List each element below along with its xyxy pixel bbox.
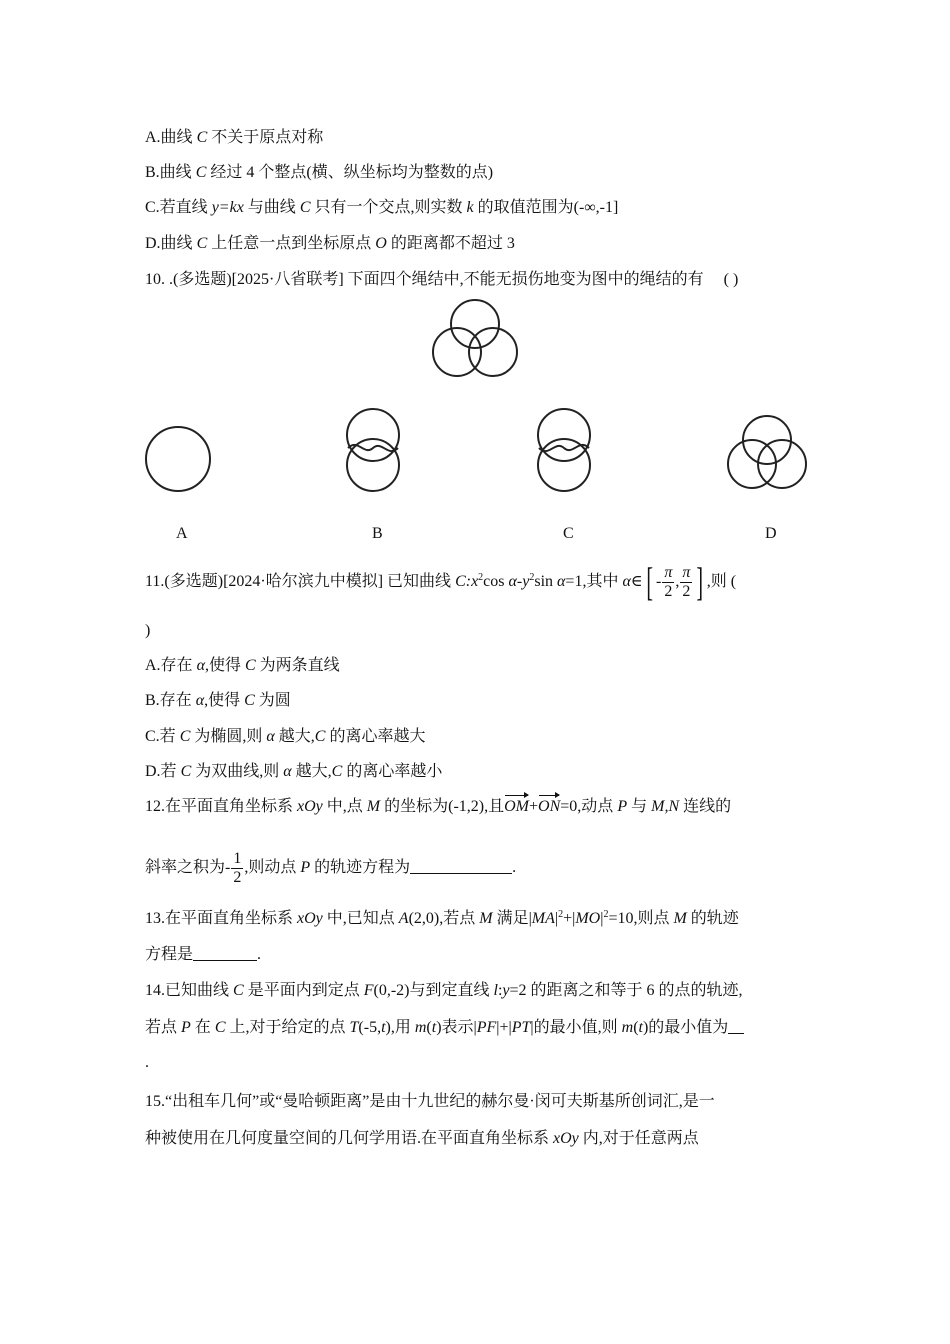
q15-line-2: 种被使用在几何度量空间的几何学用语.在平面直角坐标系 xOy 内,对于任意两点 (145, 1130, 699, 1147)
q11-option-c: C.若 C 为椭圆,则 α 越大,C 的离心率越大 (145, 728, 426, 745)
q11-option-a: A.存在 α,使得 C 为两条直线 (145, 657, 340, 674)
knot-d-figure (724, 412, 810, 492)
q15-line-1: 15.“出租车几何”或“曼哈顿距离”是由十九世纪的赫尔曼·闵可夫斯基所创词汇,是一 (145, 1093, 715, 1110)
q11-option-d: D.若 C 为双曲线,则 α 越大,C 的离心率越小 (145, 763, 443, 780)
vector-om: OM (504, 798, 530, 815)
answer-parentheses: ( ) (723, 271, 739, 288)
q14-line-1: 14.已知曲线 C 是平面内到定点 F(0,-2)与到定直线 l:y=2 的距离之和等于 6 的点的轨迹, (145, 982, 743, 999)
knot-b-figure (342, 408, 404, 494)
q11-stem: 11.(多选题)[2024·哈尔滨九中模拟] 已知曲线 $C:x^2\cos$ $\alpha-y^2\sin$ α=1,其中 α∈[ - $\frac{\pi}{2}$ , $\frac{\pi}{2}$ ] ,则 ( (145, 559, 737, 605)
q9-option-b: B.曲线 C 经过 4 个整点(横、纵坐标均为整数的点) (145, 164, 494, 181)
knot-a-figure (142, 424, 214, 496)
q9-option-c: C.若直线 y=kx 与曲线 C 只有一个交点,则实数 k 的取值范围为(-∞,-1] (145, 199, 619, 216)
q14-line-3: . (145, 1054, 149, 1071)
left-bracket: [ (646, 559, 653, 605)
answer-blank (728, 1019, 744, 1034)
knot-label-b: B (372, 525, 383, 542)
q13-line-2: 方程是 . (145, 946, 262, 963)
trefoil-knot-figure (425, 296, 525, 382)
q10-stem: 10. .(多选题)[2025·八省联考] 下面四个绳结中,不能无损伤地变为图中的绳结的有 ( ) (145, 271, 739, 288)
fraction-one-half: $\frac{1}{2}$ (233, 849, 242, 886)
q14-line-2: 若点 P 在 C 上,对于给定的点 T(-5,t),用 m(t)表示|PF|+|PT|的最小值,则 m(t)的最小值为 (145, 1018, 744, 1038)
right-bracket: ] (696, 559, 704, 605)
q13-line-1: 13.在平面直角坐标系 xOy 中,已知点 A(2,0),若点 M 满足$|MA|^2+|MO|^2=10$,则点 M 的轨迹 (145, 909, 739, 927)
knot-label-a: A (176, 525, 188, 542)
answer-blank (410, 859, 512, 874)
knot-label-d: D (765, 525, 777, 542)
fraction-pi-over-2: $\frac{\pi}{2}$ (682, 563, 691, 600)
q11-close-paren: ) (145, 622, 151, 639)
q9-option-d: D.曲线 C 上任意一点到坐标原点 O 的距离都不超过 3 (145, 235, 515, 252)
q12-line-2: 斜率之积为- $\frac{1}{2}$ ,则动点 P 的轨迹方程为 . (145, 849, 517, 886)
q11-option-b: B.存在 α,使得 C 为圆 (145, 692, 291, 709)
answer-blank (193, 946, 257, 961)
q12-line-1: 12.在平面直角坐标系 xOy 中,点 M 的坐标为(-1,2),且OM+ON=0,动点 P 与 M,N 连线的 (145, 798, 732, 815)
fraction-pi-over-2: $\frac{\pi}{2}$ (664, 563, 673, 600)
knot-label-c: C (563, 525, 574, 542)
vector-on: ON (538, 798, 561, 815)
knot-c-figure (533, 408, 595, 494)
q9-option-a: A.曲线 C 不关于原点对称 (145, 129, 324, 146)
